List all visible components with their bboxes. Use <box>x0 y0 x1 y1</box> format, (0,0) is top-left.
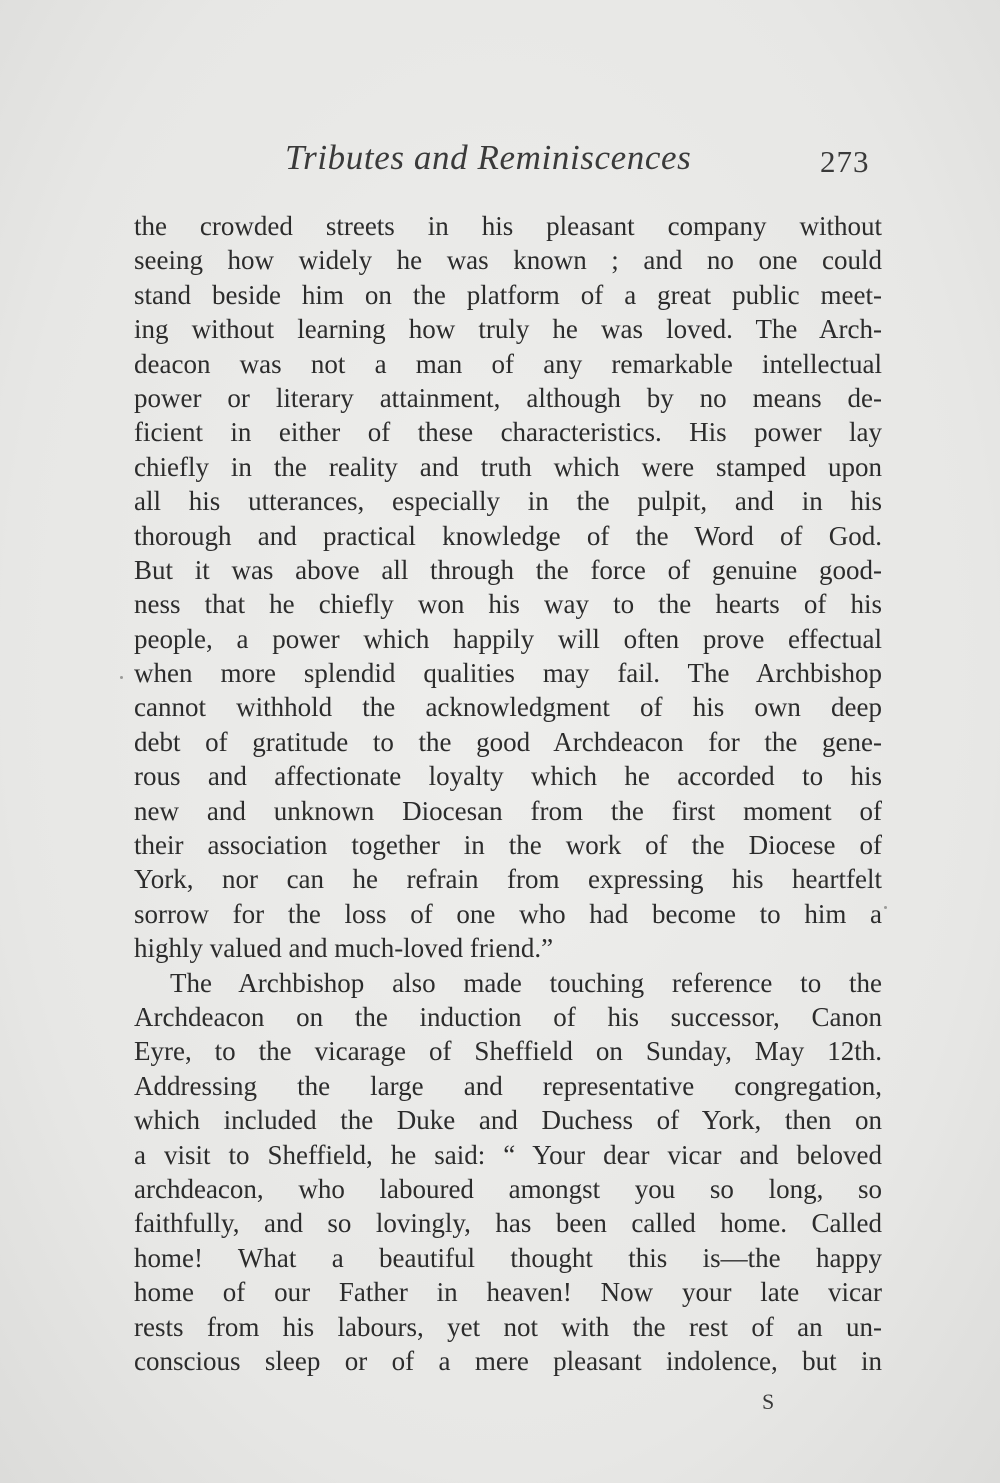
signature-mark: S <box>762 1389 775 1414</box>
text-line: people, a power which happily will often prove effectual <box>134 623 882 654</box>
text-line: cannot withhold the acknowledgment of his own deep <box>134 692 882 723</box>
text-line: chiefly in the reality and truth which were stamped upon <box>134 451 882 482</box>
text-line: the crowded streets in his pleasant company without <box>134 211 882 241</box>
text-line: Addressing the large and representative congregation, <box>134 1070 882 1101</box>
text-line: which included the Duke and Duchess of York, then on <box>134 1105 882 1136</box>
text-line: highly valued and much-loved friend.” <box>134 933 554 964</box>
page-number: 273 <box>820 144 870 179</box>
paper-speck <box>120 676 123 679</box>
text-line: thorough and practical knowledge of the Word of God. <box>134 520 882 551</box>
text-line: ing without learning how truly he was loved. The Arch- <box>134 314 882 345</box>
text-line: Archdeacon on the induction of his successor, Canon <box>134 1001 882 1032</box>
text-line: sorrow for the loss of one who had become to him a <box>134 898 882 929</box>
text-line: debt of gratitude to the good Archdeacon for the gene- <box>134 726 882 757</box>
text-line: But it was above all through the force of genuine good- <box>134 554 882 585</box>
text-line: Eyre, to the vicarage of Sheffield on Sunday, May 12th. <box>134 1036 882 1067</box>
paper-speck <box>884 906 887 909</box>
text-line: a visit to Sheffield, he said: “ Your dear vicar and beloved <box>134 1139 882 1170</box>
text-line: their association together in the work of the Diocese of <box>134 830 882 861</box>
text-line: archdeacon, who laboured amongst you so long, so <box>134 1173 882 1204</box>
text-line: seeing how widely he was known ; and no one could <box>134 245 882 276</box>
body-text <box>134 209 882 1378</box>
text-line: ness that he chiefly won his way to the hearts of his <box>134 589 882 620</box>
text-line: all his utterances, especially in the pulpit, and in his <box>134 486 882 517</box>
text-line: deacon was not a man of any remarkable intellectual <box>134 348 882 379</box>
text-line: rous and affectionate loyalty which he accorded to his <box>134 761 882 792</box>
text-line: power or literary attainment, although by no means de- <box>134 382 882 413</box>
text-line: faithfully, and so lovingly, has been called home. Called <box>134 1208 882 1239</box>
running-title: Tributes and Reminiscences <box>285 138 692 177</box>
text-line: home! What a beautiful thought this is—the happy <box>134 1242 882 1273</box>
text-line: new and unknown Diocesan from the first moment of <box>134 795 882 826</box>
text-line: York, nor can he refrain from expressing his heartfelt <box>134 864 882 895</box>
text-line: when more splendid qualities may fail. The Archbishop <box>134 658 882 689</box>
text-line: rests from his labours, yet not with the rest of an un- <box>134 1311 882 1342</box>
text-line: conscious sleep or of a mere pleasant indolence, but in <box>134 1345 882 1376</box>
text-line: ficient in either of these characteristics. His power lay <box>134 417 882 448</box>
text-line: stand beside him on the platform of a great public meet- <box>134 279 882 310</box>
running-head <box>0 138 1000 188</box>
text-line: home of our Father in heaven! Now your late vicar <box>134 1277 882 1308</box>
text-line: The Archbishop also made touching reference to the <box>170 967 882 998</box>
